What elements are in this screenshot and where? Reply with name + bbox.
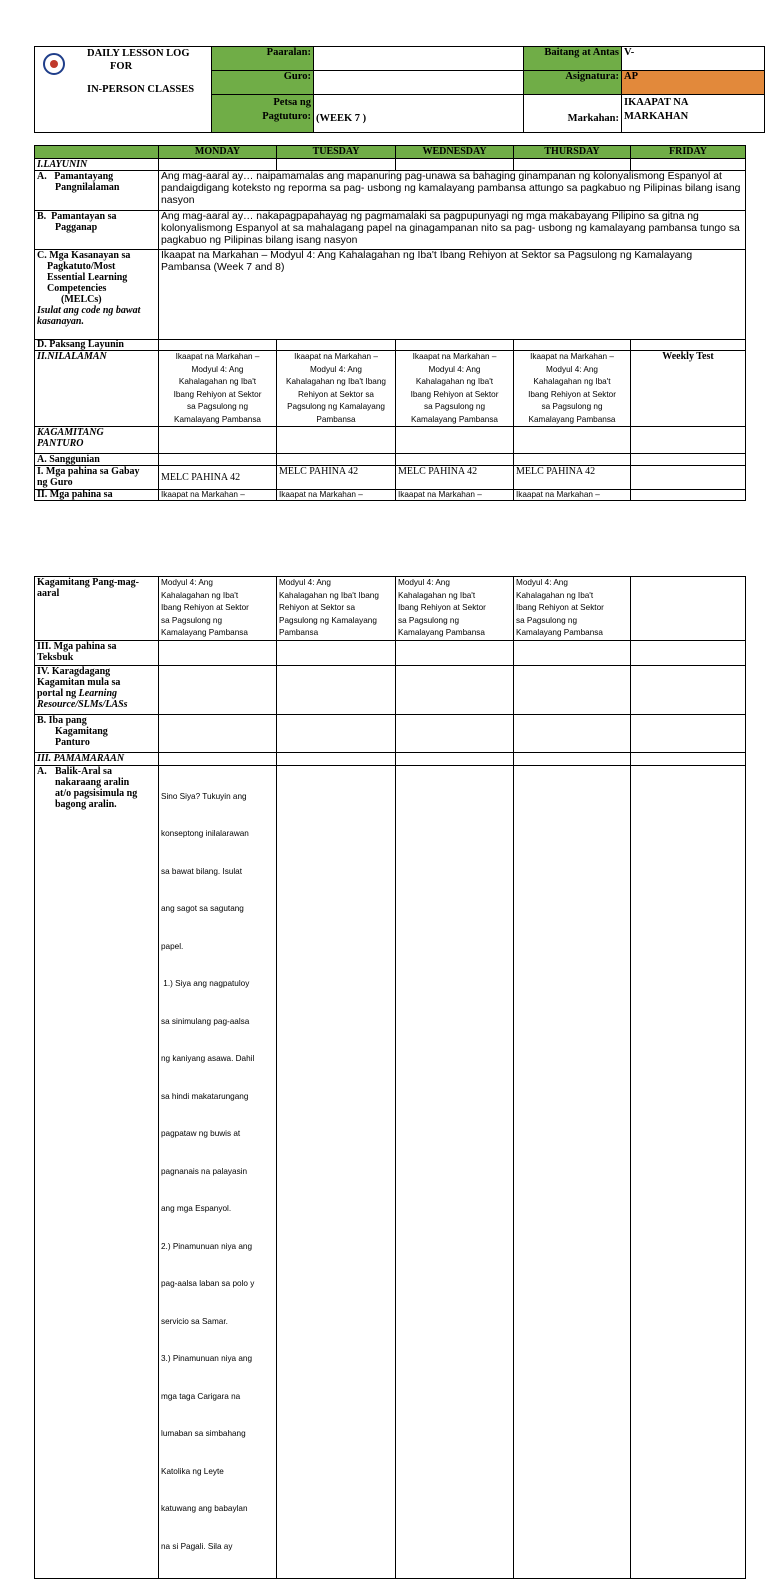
- balik-text-line: mga taga Carigara na: [161, 1391, 241, 1401]
- nil-mon-l2: Modyul 4: Ang: [191, 364, 244, 374]
- title-line1: DAILY LESSON LOG: [87, 48, 190, 59]
- balik-text-line: 3.) Pinamunuan niya ang: [161, 1354, 253, 1363]
- melc-monday: MELC PAHINA 42: [159, 466, 277, 490]
- balik-text-line: pagnanais na palayasin: [161, 1166, 248, 1176]
- header-table: [34, 46, 765, 133]
- melc-label: [35, 250, 159, 340]
- label-letter-b: B.: [37, 211, 47, 222]
- balik-text-line: pag-aalsa laban sa polo y: [161, 1279, 255, 1288]
- deped-seal-icon: [43, 53, 65, 75]
- gabay-guro-label: [35, 466, 159, 490]
- balik-text-line: ang mga Espanyol.: [161, 1204, 232, 1213]
- mag-mon-l5: Kamalayang Pambansa: [161, 628, 248, 637]
- balik-text-line: 1.) Siya ang nagpatuloy: [161, 979, 250, 988]
- balik-text-line: ng kaniyang asawa. Dahil: [161, 1054, 255, 1063]
- balik-text-line: Sino Siya? Tukuyin ang: [161, 791, 247, 801]
- baitang-value: V-: [622, 47, 765, 71]
- melc-text: Ikaapat na Markahan – Modyul 4: Ang Kahalagahan ng Iba't Ibang Rehiyon at Sektor sa Pagsulong ng Kamalayang Pambansa (Week 7 and 8): [159, 250, 746, 340]
- mag-thu-l3: Ibang Rehiyon at Sektor: [516, 603, 604, 612]
- day-thursday: THURSDAY: [514, 146, 631, 159]
- nil-thu-l1: Ikaapat na Markahan –: [530, 352, 614, 361]
- teksbuk-line2: Teksbuk: [37, 651, 74, 663]
- nil-thu-l4: Ibang Rehiyon at Sektor: [528, 389, 616, 399]
- balik-text-line: 2.) Pinamunuan niya ang: [161, 1241, 253, 1251]
- nil-wed-l5: sa Pagsulong ng: [424, 402, 485, 411]
- iba-pang-kagamitan-label: [35, 714, 159, 752]
- petsa-value: (WEEK 7 ): [314, 95, 524, 133]
- nil-tue-l6: Pambansa: [316, 414, 356, 424]
- karagdagang-kagamitan-label: [35, 665, 159, 714]
- nil-thu-l6: Kamalayang Pambansa: [528, 414, 616, 424]
- balik-text-line: sa bawat bilang. Isulat: [161, 866, 243, 876]
- balik-line5: bagong aralin.: [55, 798, 117, 810]
- nil-thu-l5: sa Pagsulong ng: [541, 402, 603, 411]
- nil-wed-l4: Ibang Rehiyon at Sektor: [410, 389, 499, 399]
- nil-wed-l3: Kahalagahan ng Iba't: [415, 377, 494, 386]
- c-line6: Isulat ang code ng bawat: [37, 305, 141, 316]
- balik-text-line: konseptong inilalarawan: [161, 829, 249, 838]
- label-a-line3: Pangnilalaman: [55, 182, 120, 193]
- layunin-label: I.LAYUNIN: [35, 159, 159, 171]
- nil-tue-l5: Pagsulong ng Kamalayang: [287, 402, 385, 411]
- day-friday: FRIDAY: [631, 146, 746, 159]
- balik-text-line: servicio sa Samar.: [161, 1316, 228, 1326]
- balik-text-line: sa sinimulang pag-aalsa: [161, 1016, 250, 1026]
- nil-mon-l3: Kahalagahan ng Iba't: [178, 377, 257, 386]
- lesson-table-2: [34, 576, 746, 1579]
- balik-line3: nakaraang aralin: [55, 776, 130, 788]
- pamantayang-pangnilalaman-label: [35, 171, 159, 211]
- melc-wednesday: MELC PAHINA 42: [396, 466, 514, 490]
- melc-thursday: MELC PAHINA 42: [514, 466, 631, 490]
- nil-wed-l2: Modyul 4: Ang: [428, 364, 481, 374]
- mag-wed-l1: Modyul 4: Ang: [398, 578, 450, 587]
- markahan-label: Markahan:: [524, 95, 622, 133]
- petsa-label-2: Pagtuturo:: [262, 111, 311, 122]
- kar-line3a: portal ng: [37, 687, 77, 699]
- nil-tue-l2: Modyul 4: Ang: [310, 364, 362, 374]
- balik-text-line: lumaban sa simbahang: [161, 1429, 246, 1438]
- c-line5: (MELCs): [61, 294, 102, 305]
- balik-text-line: katuwang ang babaylan: [161, 1504, 248, 1513]
- paaralan-label: Paaralan:: [212, 47, 314, 71]
- day-monday: MONDAY: [159, 146, 277, 159]
- nil-thu-l3: Kahalagahan ng Iba't: [533, 377, 611, 386]
- label-b-line2: Pamantayan sa: [51, 211, 117, 222]
- mga-pahina-label: II. Mga pahina sa: [35, 490, 159, 501]
- mag-thu-l2: Kahalagahan ng Iba't: [516, 590, 594, 600]
- kar-line4: Resource/SLMs/LASs: [37, 698, 128, 710]
- pamantayan-sa-pagganap-text: Ang mag-aaral ay… nakapagpapahayag ng pagmamalaki sa pagpupunyagi ng mga makabayang Pilipino sa gitna ng kolonyalismong Espanyol at sa mahalagang papel na ginagampanan nito sa pag- usbong ng kamalayang pambansa tungo sa pagkabuo ng Pilipinas bilang isang nasyon: [159, 211, 746, 250]
- guro-value: [314, 71, 524, 95]
- nil-mon-l1: Ikaapat na Markahan –: [175, 352, 260, 361]
- iba-line2: Kagamitang: [55, 725, 108, 737]
- balik-text-line: papel.: [161, 941, 184, 951]
- nilalaman-label: II.NILALAMAN: [35, 351, 159, 427]
- baitang-label: Baitang at Antas: [524, 47, 622, 71]
- pahina-wednesday: Ikaapat na Markahan –: [396, 490, 514, 501]
- header-blank: [35, 146, 159, 159]
- pahina-monday: Ikaapat na Markahan –: [159, 490, 277, 501]
- mag-aaral-thursday: [514, 577, 631, 641]
- mag-aaral-tuesday: [277, 577, 396, 641]
- mag-tue-l5: Pambansa: [279, 628, 319, 637]
- balik-line2: Balik-Aral sa: [55, 765, 112, 777]
- nilalaman-monday: [159, 351, 277, 427]
- mag-tue-l3: Rehiyon at Sektor sa: [279, 603, 356, 612]
- mag-tue-l2: Kahalagahan ng Iba't Ibang: [279, 590, 379, 600]
- nilalaman-thursday: [514, 351, 631, 427]
- nil-thu-l2: Modyul 4: Ang: [546, 364, 598, 374]
- teksbuk-label: [35, 640, 159, 665]
- guro-label: Guro:: [212, 71, 314, 95]
- nilalaman-friday: Weekly Test: [631, 351, 746, 427]
- label-letter-a: A.: [37, 171, 47, 182]
- balik-aral-monday: [159, 765, 277, 1579]
- nil-tue-l4: Rehiyon at Sektor sa: [297, 389, 374, 399]
- mag-tue-l4: Pagsulong ng Kamalayang: [279, 615, 377, 625]
- kag-line2: PANTURO: [37, 438, 84, 449]
- c-line2: Pagkatuto/Most: [47, 261, 116, 272]
- pamantayang-pangnilalaman-text: Ang mag-aaral ay… naipamamalas ang mapanuring pag-unawa sa bahaging ginampanan ng kolonyalismong Espanyol at pandaigdigang kotekstо ng reporma sa pag- usbong ng kamalayang pambansa attungo sa pagkabuo ng Pilipinas bilang isang nasyon: [159, 171, 746, 211]
- kar-line1: IV. Karagdagang: [37, 665, 111, 677]
- balik-text-line: pagpataw ng buwis at: [161, 1129, 241, 1138]
- nil-tue-l3: Kahalagahan ng Iba't Ibang: [286, 377, 386, 386]
- nil-wed-l6: Kamalayang Pambansa: [411, 414, 498, 424]
- c-line7: kasanayan.: [37, 316, 84, 327]
- nilalaman-tuesday: [277, 351, 396, 427]
- mag-wed-l5: Kamalayang Pambansa: [398, 628, 485, 637]
- day-wednesday: WEDNESDAY: [396, 146, 514, 159]
- petsa-label: [212, 95, 314, 133]
- mag-wed-l2: Kahalagahan ng Iba't: [398, 590, 476, 600]
- pahina-tuesday: Ikaapat na Markahan –: [277, 490, 396, 501]
- pamantayan-sa-pagganap-label: [35, 211, 159, 250]
- mag-wed-l4: sa Pagsulong ng: [398, 615, 459, 625]
- balik-aral-label: [35, 765, 159, 1579]
- balik-text-line: ang sagot sa sagutang: [161, 904, 244, 913]
- balik-text-line: na si Pagali. Sila ay: [161, 1541, 233, 1551]
- asignatura-label: Asignatura:: [524, 71, 622, 95]
- paaralan-value: [314, 47, 524, 71]
- mag-mon-l1: Modyul 4: Ang: [161, 578, 213, 587]
- nil-mon-l4: Ibang Rehiyon at Sektor: [173, 389, 262, 399]
- nil-wed-l1: Ikaapat na Markahan –: [412, 352, 497, 361]
- mag-mon-l3: Ibang Rehiyon at Sektor: [161, 603, 249, 612]
- kagamitang-panturo-label: [35, 427, 159, 454]
- c-line1: C. Mga Kasanayan sa: [37, 250, 131, 261]
- kagmag-line2: aaral: [37, 588, 60, 599]
- mag-mon-l2: Kahalagahan ng Iba't: [161, 590, 239, 600]
- iba-line1: B. Iba pang: [37, 714, 87, 726]
- markahan-value-1: IKAAPAT NA: [624, 97, 689, 108]
- nil-mon-l6: Kamalayang Pambansa: [174, 414, 261, 424]
- mag-aaral-wednesday: [396, 577, 514, 641]
- mag-thu-l4: sa Pagsulong ng: [516, 615, 577, 625]
- mag-aaral-monday: [159, 577, 277, 641]
- title-line3: IN-PERSON CLASSES: [87, 84, 195, 95]
- markahan-value-2: MARKAHAN: [624, 111, 689, 122]
- mag-mon-l4: sa Pagsulong ng: [161, 615, 222, 625]
- nil-mon-l5: sa Pagsulong ng: [187, 402, 248, 411]
- gabay-line1: I. Mga pahina sa Gabay: [37, 466, 140, 477]
- c-line3: Essential Learning: [47, 272, 128, 283]
- kagmag-line1: Kagamitang Pang-mag-: [37, 577, 139, 588]
- label-b-line3: Pagganap: [55, 222, 98, 233]
- gabay-line2: ng Guro: [37, 477, 73, 488]
- petsa-label-1: Petsa ng: [273, 97, 311, 108]
- sanggunian-label: A. Sanggunian: [35, 454, 159, 466]
- mag-thu-l1: Modyul 4: Ang: [516, 578, 568, 587]
- balik-line4: at/o pagsisimula ng: [55, 787, 138, 799]
- kar-line2: Kagamitan mula sa: [37, 676, 121, 688]
- title-line2: FOR: [110, 61, 133, 72]
- label-a-line2: Pamantayang: [54, 171, 114, 182]
- pahina-thursday: Ikaapat na Markahan –: [514, 490, 631, 501]
- balik-text-line: Katolika ng Leyte: [161, 1466, 224, 1476]
- title-cell: [35, 47, 212, 133]
- teksbuk-line1: III. Mga pahina sa: [37, 640, 117, 652]
- c-line4: Competencies: [47, 283, 107, 294]
- pamamaraan-label: III. PAMAMARAAN: [35, 752, 159, 765]
- balik-text-line: sa hindi makatarungang: [161, 1091, 249, 1101]
- balik-letter: A.: [37, 765, 47, 777]
- melc-tuesday: MELC PAHINA 42: [277, 466, 396, 490]
- kar-line3b: Learning: [78, 687, 118, 699]
- kag-line1: KAGAMITANG: [37, 427, 104, 438]
- lesson-table-1: [34, 145, 746, 501]
- mag-thu-l5: Kamalayang Pambansa: [516, 628, 603, 637]
- nilalaman-wednesday: [396, 351, 514, 427]
- mag-tue-l1: Modyul 4: Ang: [279, 578, 331, 587]
- asignatura-value: AP: [622, 71, 765, 95]
- mag-wed-l3: Ibang Rehiyon at Sektor: [398, 603, 486, 612]
- nil-tue-l1: Ikaapat na Markahan –: [294, 352, 378, 361]
- day-tuesday: TUESDAY: [277, 146, 396, 159]
- iba-line3: Panturo: [55, 736, 90, 748]
- markahan-value: [622, 95, 765, 133]
- paksang-layunin-label: D. Paksang Layunin: [35, 340, 159, 351]
- kagamitang-mag-aaral-label: [35, 577, 159, 641]
